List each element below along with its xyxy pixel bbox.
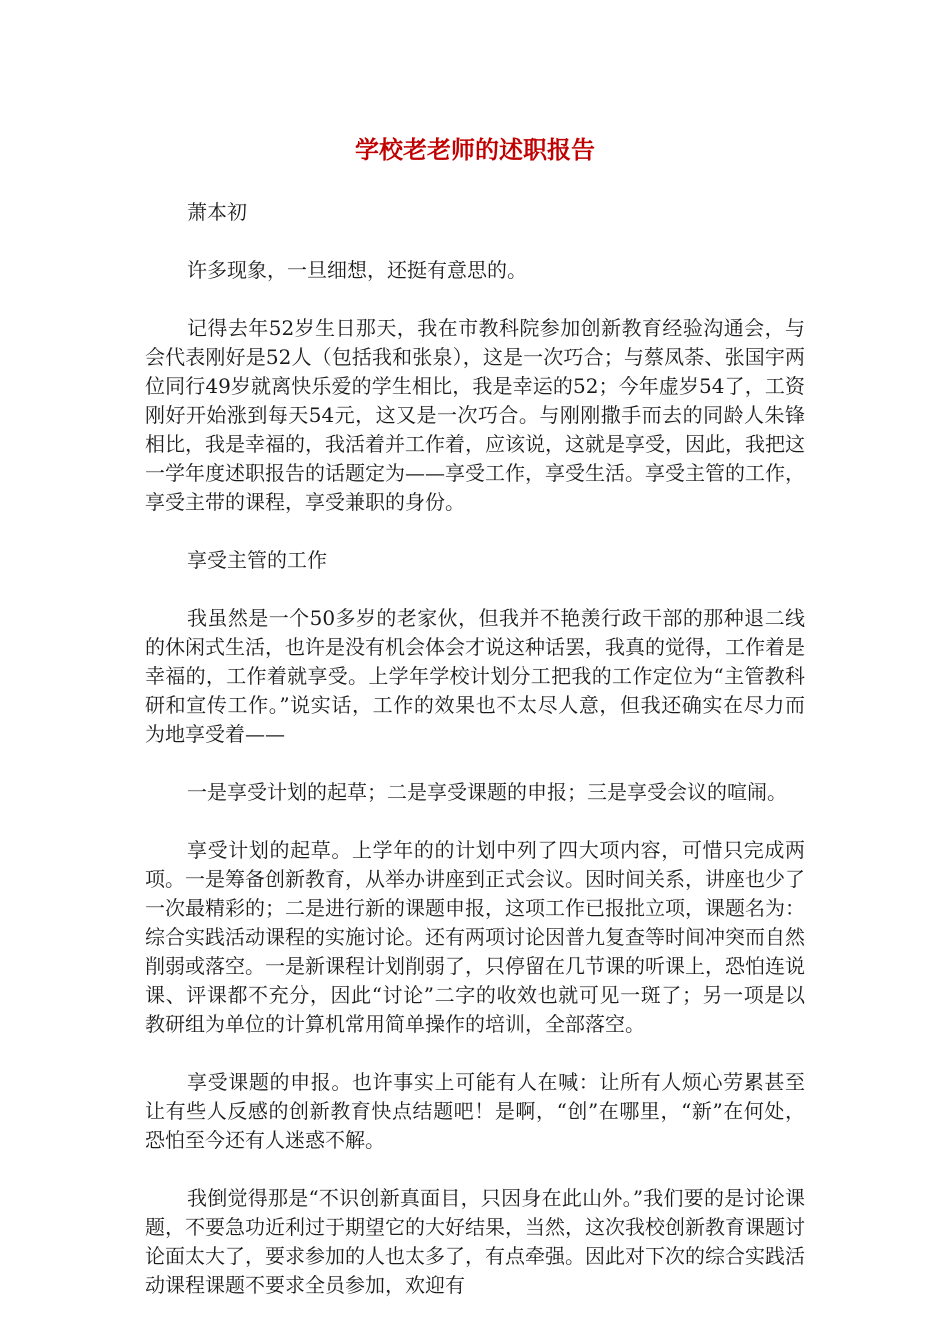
paragraph: 我倒觉得那是“不识创新真面目，只因身在此山外。”我们要的是讨论课题，不要急功近利过于期望它的大好结果，当然，这次我校创新教育课题讨论面太大了，要求参加的人也太多了，有点牵强。因此对下次的综合实践活动课程课题不要求全员参加，欢迎有 xyxy=(145,1186,805,1297)
paragraph: 许多现象，一旦细想，还挺有意思的。 xyxy=(187,258,527,282)
author-line: 萧本初 xyxy=(187,200,247,224)
paragraph: 享受课题的申报。也许事实上可能有人在喊：让所有人烦心劳累甚至让有些人反感的创新教育快点结题吧！是啊，“创”在哪里，“新”在何处，恐怕至今还有人迷惑不解。 xyxy=(145,1070,805,1152)
paragraph: 我虽然是一个50多岁的老家伙，但我并不艳羡行政干部的那种退二线的休闲式生活，也许是没有机会体会才说这种话罢，我真的觉得，工作着是幸福的，工作着就享受。上学年学校计划分工把我的工作定位为“主管教科研和宣传工作。”说实话，工作的效果也不太尽人意，但我还确实在尽力而为地享受着—— xyxy=(145,606,805,746)
paragraph: 一是享受计划的起草；二是享受课题的申报；三是享受会议的喧闹。 xyxy=(187,780,787,804)
document-body xyxy=(145,198,805,1329)
section-heading: 享受主管的工作 xyxy=(187,548,327,572)
paragraph: 享受计划的起草。上学年的的计划中列了四大项内容，可惜只完成两项。一是筹备创新教育，从举办讲座到正式会议。因时间关系，讲座也少了一次最精彩的；二是进行新的课题申报，这项工作已报批立项，课题名为：综合实践活动课程的实施讨论。还有两项讨论因普九复查等时间冲突而自然削弱或落空。一是新课程计划削弱了，只停留在几节课的听课上，恐怕连说课、评课都不充分，因此“讨论”二字的收效也就可见一斑了；另一项是以教研组为单位的计算机常用简单操作的培训，全部落空。 xyxy=(145,838,805,1036)
document-title: 学校老老师的述职报告 xyxy=(355,136,595,164)
paragraph: 记得去年52岁生日那天，我在市教科院参加创新教育经验沟通会，与会代表刚好是52人（包括我和张泉），这是一次巧合；与蔡凤荼、张国宇两位同行49岁就离快乐爱的学生相比，我是幸运的52；今年虚岁54了，工资刚好开始涨到每天54元，这又是一次巧合。与刚刚撒手而去的同龄人朱锋相比，我是幸福的，我活着并工作着，应该说，这就是享受，因此，我把这一学年度述职报告的话题定为——享受工作，享受生活。享受主管的工作，享受主带的课程，享受兼职的身份。 xyxy=(145,316,805,514)
